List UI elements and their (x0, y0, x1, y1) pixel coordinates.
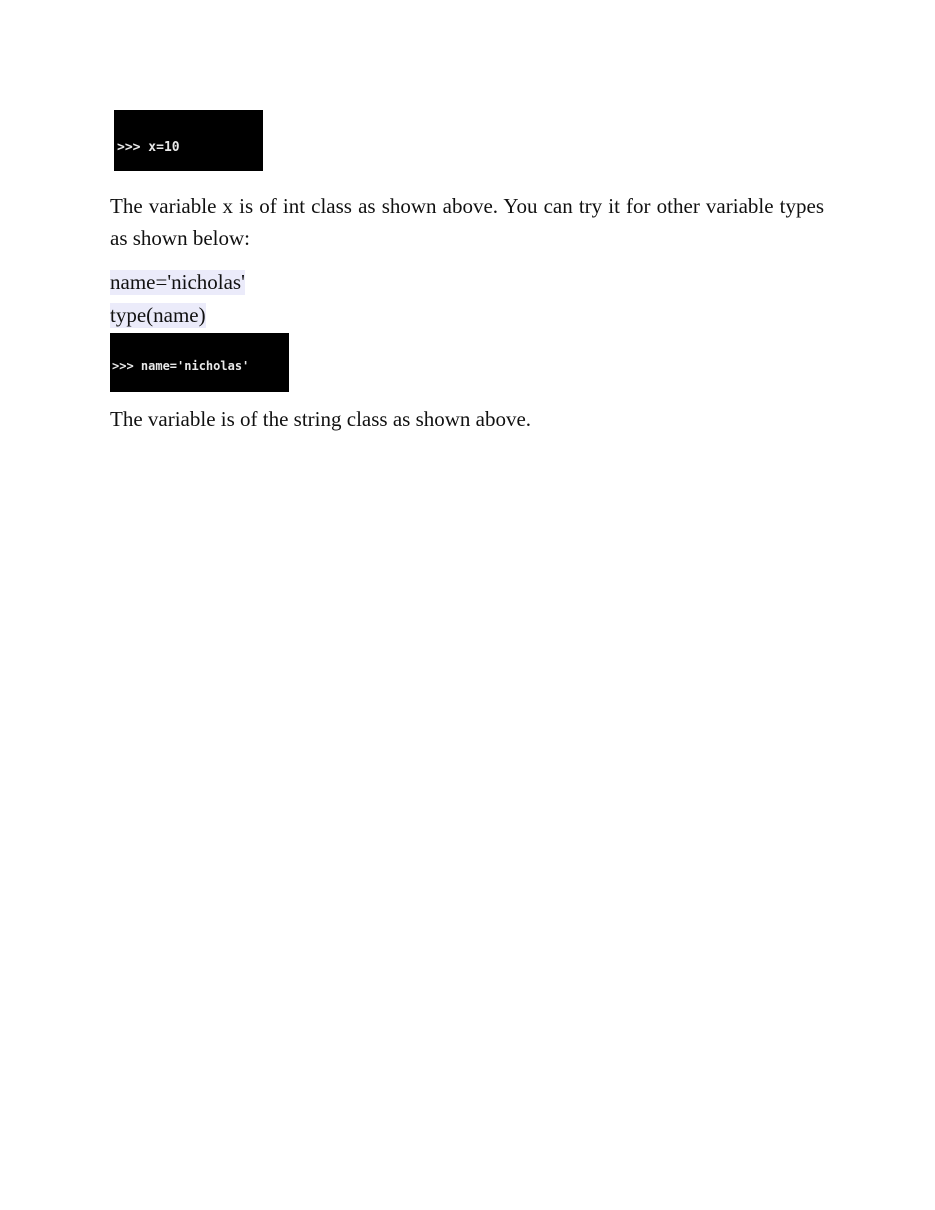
terminal-screenshot-int (114, 110, 263, 171)
code-line-type-name: type(name) (110, 303, 206, 327)
terminal-line: >>> name='nicholas' (112, 359, 250, 373)
body-paragraph-str-explanation: The variable is of the string class as shown above. (110, 407, 532, 431)
terminal-screenshot-str (110, 333, 289, 392)
terminal-line: >>> x=10 (117, 140, 180, 155)
body-paragraph-int-explanation: The variable x is of int class as shown above. You can try it for other variable types as shown below: (110, 194, 824, 250)
code-line-assign-name: name='nicholas' (110, 270, 245, 294)
